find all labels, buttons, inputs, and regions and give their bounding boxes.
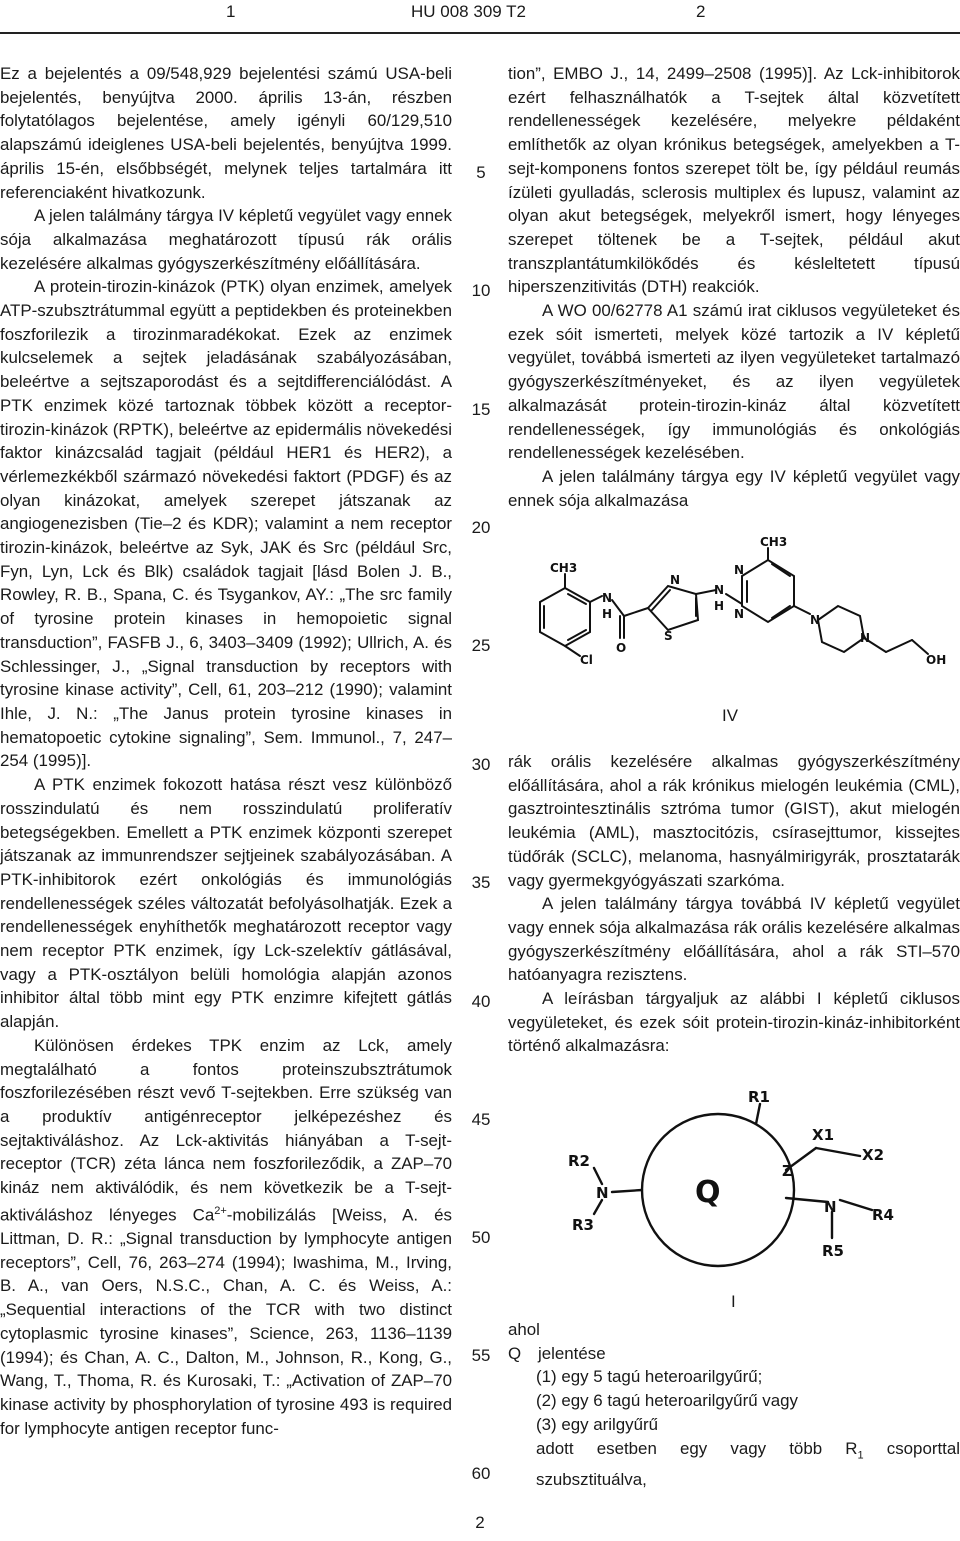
right-paragraph-3: A jelen találmány tárgya egy IV képletű vegyület vagy ennek sója alkalmazása	[508, 466, 960, 510]
piperazine-n1-label: N	[810, 613, 821, 627]
left-paragraph-1: Ez a bejelentés a 09/548,929 bejelentési számú USA-beli bejelentés, benyújtva 2000. április 13-án, részben folytatólagos bejelentése, amely igényli 60/129,510 alapszámú ideiglenes USA-beli bejelentés, benyújtva 1999. április 15-én, elsőbbségét, melynek teljes tartalmára itt referenciaként hivatkozunk.	[0, 64, 452, 202]
r3-label: R3	[572, 1216, 594, 1234]
carbonyl-o-label: O	[616, 641, 627, 655]
line-number-10: 10	[471, 281, 491, 300]
line-number-50: 50	[471, 1228, 491, 1247]
line-number-30: 30	[471, 755, 491, 774]
substitution-note	[508, 1437, 960, 1492]
right-column-middle	[508, 750, 960, 1058]
thiazole-s-label: S	[664, 629, 673, 643]
header-document-number: HU 008 309 T2	[411, 2, 526, 21]
line-number-35: 35	[471, 873, 491, 892]
q-definition-text: jelentése	[538, 1343, 606, 1363]
q-definition-row	[508, 1342, 960, 1366]
left-paragraph-4: A PTK enzimek fokozott hatása részt vesz különböző rosszindulatú és nem rosszindulatú proliferatív betegségekben. Emellett a PTK enzimek központi szerepet játszanak az immunrendszer sejtjeinek szabályozásában. A PTK-inhibitorok ezért onkológiás és immunológiás rendellenességek széles változatát befolyásolhatják. Ezek a rendellenességek enyhíthetők meghatározott receptor vagy nem receptor PTK enzimek, így Lck-szelektív gátlásával, vagy a PTK-osztályon belüli homológia alapján azonos inhibitor által több mint egy PTK enzimre kifejtett gátlás alapján.	[0, 775, 452, 1032]
line-number-25: 25	[471, 636, 491, 655]
right-paragraph-1: tion”, EMBO J., 14, 2499–2508 (1995)]. Az Lck-inhibitorok ezért felhasználhatók a T-sejtek által közvetített rendellenességek kezelésére, melyekre példaként említhetők az olyan krónikus betegségek, amelyekben a T-sejt-komponens fontos szerepet tölt be, így például reumás ízületi gyulladás, sclerosis multiplex és lupusz, valamint az olyan akut betegségek, melyekről ismert, hogy lényeges szerepet töltenek be a T-sejtek, például akut transzplantátumkilökődés és késleltetett típusú hiperszenzitivitás (DTH) reakciók.	[508, 64, 960, 297]
line-number-60: 60	[471, 1464, 491, 1483]
ch3-left-label: CH3	[550, 561, 578, 575]
structural-formula-i	[560, 1090, 920, 1285]
ahol-line: ahol	[508, 1320, 540, 1339]
formula-iv-label: IV	[722, 706, 738, 725]
amide-n-label: N	[602, 591, 613, 605]
x1-label: X1	[812, 1126, 835, 1144]
oh-label: OH	[926, 653, 947, 667]
q-key: Q	[508, 1343, 522, 1363]
line-number-15: 15	[471, 400, 491, 419]
left-paragraph-5	[0, 1034, 452, 1441]
line-number-5: 5	[476, 163, 486, 182]
line-number-20: 20	[471, 518, 491, 537]
x2-label: X2	[862, 1146, 885, 1164]
right-paragraph-4: rák orális kezelésére alkalmas gyógyszerkészítmény előállítására, ahol a rák krónikus mielogén leukémia (CML), gasztrointesztinális sztróma tumor (GIST), akut mielogén leukémia (AML), masztocitózis, csírasejttumor, kissejtes tüdőrák (SCLC), melanoma, hasnyálmirigyrák, prosztatarák vagy gyermekgyógyászati szarkóma.	[508, 752, 960, 890]
left-paragraph-5-part-a: Különösen érdekes TPK enzim az Lck, amely megtalálható a fontos proteinszubsztrátumok foszforilezésében részt vevő T-sejtekben. Erre szükség van a produktív antigénreceptor jelképezéshez és sejtaktiváláshoz. Az Lck-aktivitás hiányában a T-sejt-receptor (TCR) zéta lánca nem foszforileződik, a ZAP–70 kináz nem aktiválódik, és nem következik be a T-sejt-aktiváláshoz lényeges Ca	[0, 1035, 452, 1225]
pyrimidine-n1-label: N	[734, 563, 745, 577]
amide-h-label: H	[602, 607, 613, 621]
right-paragraph-6: A leírásban tárgyaljuk az alábbi I képletű ciklusos vegyületeket, és ezek sóit protein-tirozin-kináz-inhibitorként történő alkalmazásra:	[508, 989, 960, 1056]
ch3-top-label: CH3	[760, 535, 788, 549]
footer-page-number: 2	[475, 1513, 485, 1532]
n-left-label: N	[596, 1184, 609, 1202]
right-column-upper	[508, 62, 960, 512]
left-paragraph-5-part-b: -mobilizálás [Weiss, A. és Littman, D. R.: „Signal transduction by lymphocyte antigen receptors”, Cell, 76, 263–274 (1994); Iwashima, M., Irving, B. A., van Oers, N.S.C., Chan, A. C. és Weiss, A.: „Sequential interactions of the TCR with two distinct cytoplasmic tyrosine kinases”, Science, 263, 1136–1139 (1994); és Chan, A. C., Dalton, M., Johnson, R., Kong, G., Wang, T., Thoma, R. és Kurosaki, T.: „Activation of ZAP–70 kinase activity by phosphorylation of tyrosine 493 is required for lymphocyte antigen receptor func-	[0, 1205, 452, 1438]
piperazine-n2-label: N	[860, 631, 871, 645]
r5-label: R5	[822, 1242, 844, 1260]
pyrimidine-n2-label: N	[734, 607, 745, 621]
header-rule	[0, 32, 960, 34]
line-number-40: 40	[471, 992, 491, 1011]
q-ring-label: Q	[695, 1175, 721, 1210]
r2-label: R2	[568, 1152, 590, 1170]
left-paragraph-3: A protein-tirozin-kinázok (PTK) olyan enzimek, amelyek ATP-szubsztrátummal együtt a peptidekben és proteinekben foszforilezik a tirozinmaradékokat. Ezek az enzimek kulcselemek a sejtek jeladásának szabályozásában, beleértve a sejtszaporodást és a sejtdifferenciálódást. A PTK enzimek közé tartoznak többek között a receptor-tirozin-kinázok (RPTK), beleértve az epidermális növekedési faktor kinázcsalád tagjait (például HER1 és HER2), a vérlemezkékből származó növekedési faktort (PDGF) és az olyan kinázokat, amelyek szerepet játszanak az angiogenezisben (Tie–2 és KDR); valamint a nem receptor tirozin-kinázok, beleértve az Syk, JAK és Src (például Src, Fyn, Lyn, Lck és Blk) családok tagjait [lásd Bolen J. B., Rowley, R. B., Spana, C. és Tsygankov, AY.: „The src family of tyrosine protein kinases in hemopoietic signal transduction”, FASFB J., 6, 3403–3409 (1992); Ullrich, A. és Schlessinger, J., „Signal transduction by receptors with tyrosine kinase activity”, Cell, 61, 203–212 (1990); valamint Ihle, J. N.: „The Janus protein tyrosine kinases in hematopoetic cytokine signaling”, Sem. Immunol., 7, 247–254 (1995)].	[0, 277, 452, 771]
formula-i-label: I	[731, 1292, 736, 1311]
list-item: (2) egy 6 tagú heteroarilgyűrű vagy	[536, 1391, 798, 1411]
nh-h-label: H	[714, 599, 725, 613]
right-column-lower	[508, 1318, 960, 1491]
header-right-page-number: 2	[696, 2, 706, 21]
left-column	[0, 62, 452, 1440]
line-number-55: 55	[471, 1346, 491, 1365]
line-number-45: 45	[471, 1110, 491, 1129]
q-options-list	[508, 1365, 960, 1491]
header-left-page-number: 1	[226, 2, 236, 21]
thiazole-n-label: N	[670, 573, 681, 587]
z-label: Z	[782, 1162, 793, 1180]
substitution-note-part-b: csoporttal szubsztituálva,	[536, 1438, 960, 1489]
left-paragraph-2: A jelen találmány tárgya IV képletű vegyület vagy ennek sója alkalmazása meghatározott típusú rák orális kezelésére alkalmas gyógyszerkészítmény előállítására.	[0, 206, 452, 273]
right-paragraph-5: A jelen találmány tárgya továbbá IV képletű vegyület vagy ennek sója alkalmazása rák orális kezelésére alkalmas gyógyszerkészítmény előállítására, ahol a rák STI–570 hatóanyagra rezisztens.	[508, 894, 960, 985]
calcium-charge-superscript: 2+	[214, 1204, 227, 1217]
list-item: (1) egy 5 tagú heteroarilgyűrű;	[536, 1367, 763, 1387]
r1-label: R1	[748, 1090, 770, 1106]
r4-label: R4	[872, 1206, 894, 1224]
structural-formula-iv	[520, 528, 960, 698]
n-right-label: N	[824, 1198, 837, 1216]
substitution-note-part-a: adott esetben egy vagy több R	[536, 1438, 858, 1458]
right-paragraph-2: A WO 00/62778 A1 számú irat ciklusos vegyületeket és ezek sóit ismerteti, melyek közé tartozik a IV képletű vegyület, továbbá ismerteti az ilyen vegyületeket tartalmazó gyógyszerkészítményeket, és az ilyen vegyületek alkalmazását protein-tirozin-kináz által közvetített rendellenességek, így immunológiás és onkológiás rendellenességek kezelésében.	[508, 301, 960, 463]
list-item: (3) egy arilgyűrű	[536, 1414, 659, 1434]
nh-n-label: N	[714, 583, 725, 597]
r1-subscript: 1	[857, 1448, 864, 1461]
cl-label: Cl	[580, 653, 593, 667]
